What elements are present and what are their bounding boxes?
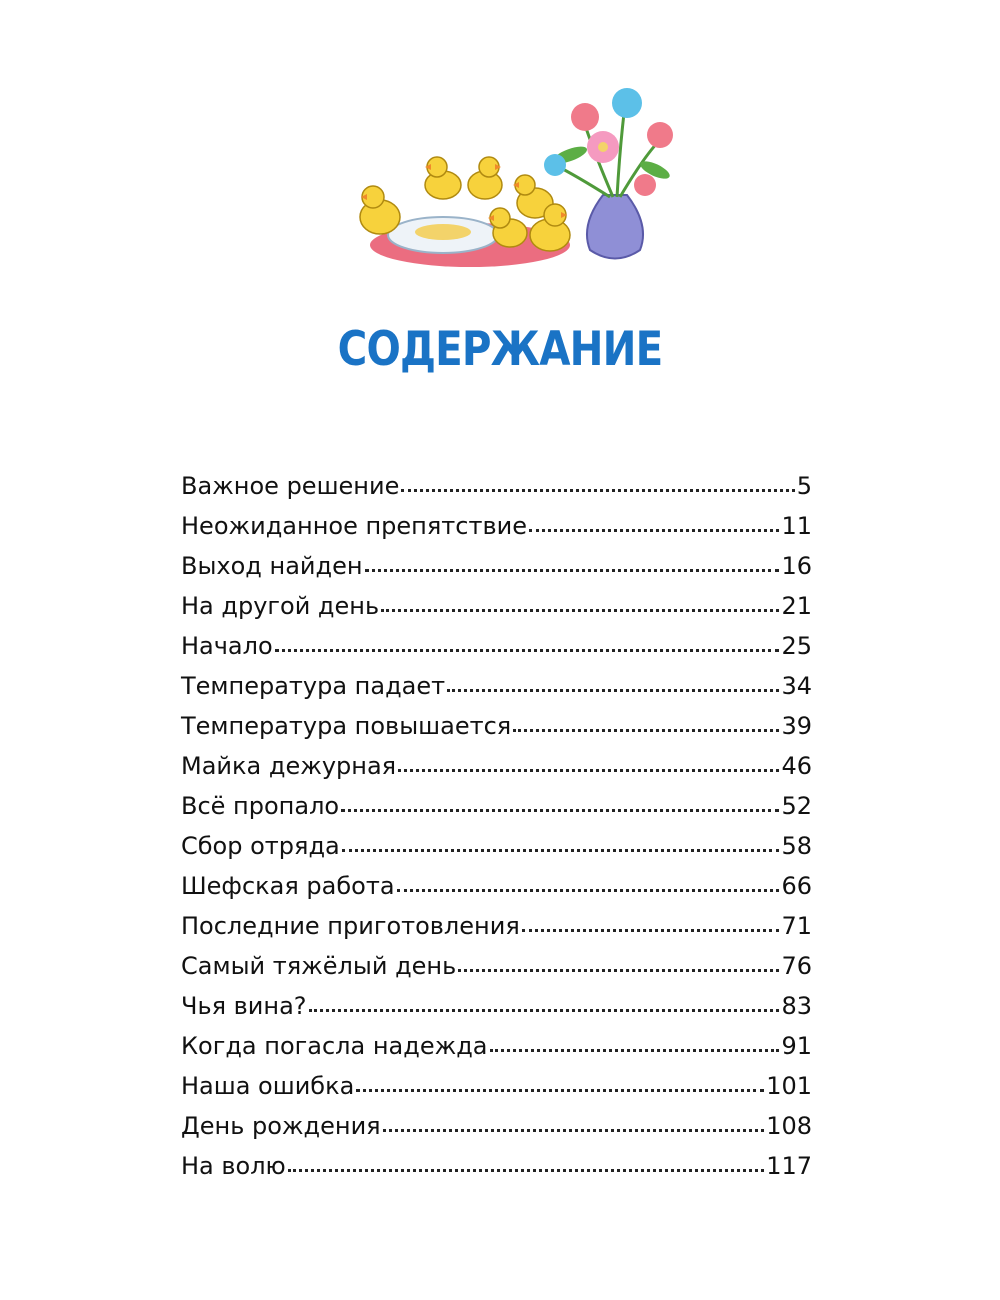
toc-entry-page-number: 76: [781, 952, 812, 980]
toc-entry-page-number: 16: [781, 552, 812, 580]
toc-dot-leader: [288, 1169, 764, 1172]
toc-dot-leader: [275, 649, 780, 652]
toc-entry: [181, 1026, 812, 1066]
toc-entry-title: Последние приготовления: [181, 912, 520, 940]
toc-dot-leader: [513, 729, 779, 732]
toc-entry-title: День рождения: [181, 1112, 381, 1140]
toc-entry: [181, 1146, 812, 1186]
toc-dot-leader: [365, 569, 780, 572]
toc-entry: [181, 706, 812, 746]
toc-dot-leader: [522, 929, 780, 932]
toc-entry: [181, 666, 812, 706]
toc-entry-page-number: 71: [781, 912, 812, 940]
toc-dot-leader: [341, 809, 779, 812]
toc-entry-title: Чья вина?: [181, 992, 307, 1020]
toc-entry-page-number: 46: [781, 752, 812, 780]
toc-entry-page-number: 108: [766, 1112, 812, 1140]
toc-entry-title: Самый тяжёлый день: [181, 952, 457, 980]
toc-entry: [181, 626, 812, 666]
toc-entry: [181, 586, 812, 626]
table-of-contents: [181, 466, 812, 1186]
toc-entry: [181, 1066, 812, 1106]
toc-entry: [181, 866, 812, 906]
toc-entry-page-number: 101: [766, 1072, 812, 1100]
toc-entry-title: Наша ошибка: [181, 1072, 355, 1100]
toc-entry: [181, 906, 812, 946]
toc-entry-page-number: 34: [781, 672, 812, 700]
toc-dot-leader: [356, 1089, 764, 1092]
toc-entry: [181, 946, 812, 986]
toc-dot-leader: [529, 529, 779, 532]
toc-entry: [181, 786, 812, 826]
toc-entry-title: Сбор отряда: [181, 832, 340, 860]
toc-entry-page-number: 117: [766, 1152, 812, 1180]
toc-dot-leader: [342, 849, 780, 852]
toc-entry-page-number: 21: [781, 592, 812, 620]
toc-entry-title: Температура повышается: [181, 712, 512, 740]
toc-entry-title: Когда погасла надежда: [181, 1032, 488, 1060]
plate-food: [415, 224, 471, 240]
toc-entry-page-number: 25: [781, 632, 812, 660]
toc-entry: [181, 546, 812, 586]
toc-entry-page-number: 66: [781, 872, 812, 900]
tulip-icon: [544, 88, 673, 196]
toc-entry-title: Неожиданное препятствие: [181, 512, 527, 540]
toc-dot-leader: [458, 969, 779, 972]
toc-dot-leader: [381, 609, 779, 612]
toc-entry-page-number: 58: [781, 832, 812, 860]
toc-entry-page-number: 5: [796, 472, 812, 500]
toc-entry-title: На волю: [181, 1152, 286, 1180]
vase: [587, 195, 643, 259]
toc-entry: [181, 826, 812, 866]
toc-entry-page-number: 39: [781, 712, 812, 740]
toc-entry: [181, 506, 812, 546]
toc-entry-title: Всё пропало: [181, 792, 340, 820]
page-title: СОДЕРЖАНИЕ: [337, 322, 663, 377]
toc-dot-leader: [398, 769, 779, 772]
toc-entry: [181, 986, 812, 1026]
toc-entry: [181, 466, 812, 506]
toc-entry-title: Майка дежурная: [181, 752, 397, 780]
toc-entry-page-number: 83: [781, 992, 812, 1020]
toc-entry-title: Важное решение: [181, 472, 400, 500]
toc-entry-title: Температура падает: [181, 672, 446, 700]
chicks-and-flower-vase-illustration: [355, 85, 685, 275]
toc-dot-leader: [397, 889, 780, 892]
toc-entry-title: Начало: [181, 632, 273, 660]
toc-entry-title: Шефская работа: [181, 872, 395, 900]
toc-dot-leader: [490, 1049, 780, 1052]
toc-entry: [181, 746, 812, 786]
toc-dot-leader: [447, 689, 779, 692]
toc-entry-title: На другой день: [181, 592, 380, 620]
toc-entry-page-number: 91: [781, 1032, 812, 1060]
toc-dot-leader: [309, 1009, 780, 1012]
toc-entry: [181, 1106, 812, 1146]
toc-entry-page-number: 52: [781, 792, 812, 820]
toc-entry-title: Выход найден: [181, 552, 363, 580]
toc-entry-page-number: 11: [781, 512, 812, 540]
toc-dot-leader: [401, 489, 794, 492]
toc-dot-leader: [383, 1129, 765, 1132]
